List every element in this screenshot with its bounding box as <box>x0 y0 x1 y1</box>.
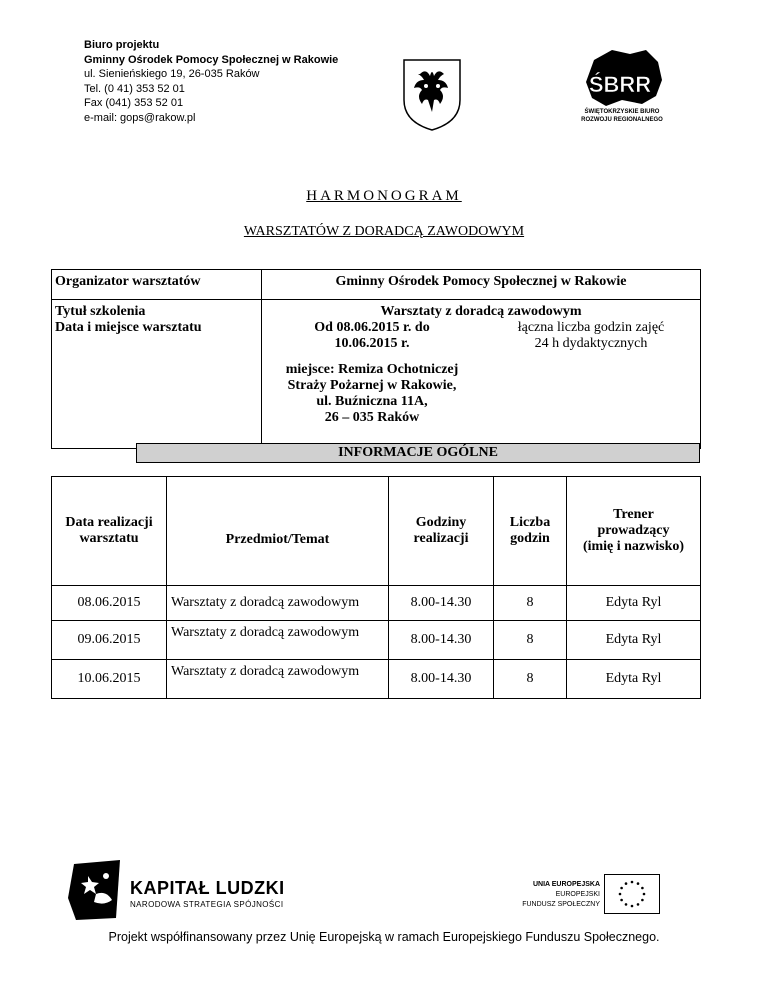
row-time: 8.00-14.30 <box>389 660 494 699</box>
hours-block <box>482 320 700 426</box>
row-time: 8.00-14.30 <box>389 621 494 660</box>
eu-line2: EUROPEJSKI <box>555 891 600 898</box>
office-title: Biuro projektu <box>84 39 160 51</box>
header-hours-count: Liczba godzin <box>494 477 567 586</box>
row-subject: Warsztaty z doradcą zawodowym <box>167 660 389 699</box>
place-line3: ul. Buźniczna 11A, <box>316 394 428 409</box>
row-hours: 8 <box>494 586 567 621</box>
document-title: HARMONOGRAM <box>306 188 462 204</box>
table-row <box>52 586 701 621</box>
table-row <box>52 660 701 699</box>
date-line2: 10.06.2015 r. <box>334 336 410 351</box>
organizer-value: Gminny Ośrodek Pomocy Społecznej w Rakowie <box>262 270 701 300</box>
kapital-ludzki-logo-icon <box>66 858 126 922</box>
document-subtitle: WARSZTATÓW Z DORADCĄ ZAWODOWYM <box>243 224 525 239</box>
office-phone: Tel. (0 41) 353 52 01 <box>84 82 185 95</box>
kapital-ludzki-title: KAPITAŁ LUDZKI <box>130 878 285 898</box>
eu-logo-text <box>470 880 600 910</box>
hours-line1: łączna liczba godzin zajęć <box>517 320 665 335</box>
row-date: 10.06.2015 <box>52 660 167 699</box>
office-name: Gminny Ośrodek Pomocy Społecznej w Rakowie <box>84 53 339 66</box>
hours-line2: 24 h dydaktycznych <box>534 336 648 351</box>
place-line4: 26 – 035 Raków <box>324 410 420 425</box>
eu-line3: FUNDUSZ SPOŁECZNY <box>522 901 600 908</box>
header-time: Godziny realizacji <box>389 477 494 586</box>
training-info-table <box>51 269 701 449</box>
footer-cofinancing-note: Projekt współfinansowany przez Unię Europejską w ramach Europejskiego Funduszu Społecznego. <box>108 930 660 944</box>
row-trainer: Edyta Ryl <box>567 660 701 699</box>
sbrr-caption-line2: ROZWOJU REGIONALNEGO <box>581 117 663 123</box>
header-subject: Przedmiot/Temat <box>167 477 389 586</box>
sbrr-logo-caption <box>572 108 672 124</box>
office-address: ul. Sienieńskiego 19, 26-035 Raków <box>84 68 260 80</box>
row-hours: 8 <box>494 621 567 660</box>
section-title-general-info: INFORMACJE OGÓLNE <box>136 443 700 463</box>
schedule-header-row <box>52 477 701 586</box>
training-details-cell <box>262 300 701 449</box>
header-date: Data realizacji warsztatu <box>52 477 167 586</box>
eu-line1: UNIA EUROPEJSKA <box>532 881 600 888</box>
kapital-ludzki-subtitle: NARODOWA STRATEGIA SPÓJNOŚCI <box>130 900 284 909</box>
row-date: 08.06.2015 <box>52 586 167 621</box>
row-date: 09.06.2015 <box>52 621 167 660</box>
office-fax: Fax (041) 353 52 01 <box>84 97 184 109</box>
table-row <box>52 621 701 660</box>
office-email: e-mail: gops@rakow.pl <box>84 111 196 124</box>
date-place-label: Data i miejsce warsztatu <box>55 320 202 335</box>
training-title-label: Tytuł szkolenia <box>55 304 146 319</box>
header-trainer: Trener prowadzący (imię i nazwisko) <box>567 477 701 586</box>
place-line1: miejsce: Remiza Ochotniczej <box>285 362 459 377</box>
row-trainer: Edyta Ryl <box>567 586 701 621</box>
place-line2: Straży Pożarnej w Rakowie, <box>287 378 457 393</box>
date-place-block <box>262 320 482 426</box>
sbrr-logo-name: ŚBRR <box>588 72 652 97</box>
training-labels-cell <box>52 300 262 449</box>
row-subject: Warsztaty z doradcą zawodowym <box>167 621 389 660</box>
date-line1: Od 08.06.2015 r. do <box>314 320 430 335</box>
training-title-value: Warsztaty z doradcą zawodowym <box>380 304 582 319</box>
sender-address-block <box>84 38 338 125</box>
row-time: 8.00-14.30 <box>389 586 494 621</box>
eu-flag-icon <box>604 874 660 914</box>
schedule-table <box>51 476 701 699</box>
municipal-crest-icon <box>400 56 464 132</box>
row-hours: 8 <box>494 660 567 699</box>
row-trainer: Edyta Ryl <box>567 621 701 660</box>
sbrr-caption-line1: ŚWIĘTOKRZYSKIE BIURO <box>584 109 660 115</box>
row-subject: Warsztaty z doradcą zawodowym <box>167 586 389 621</box>
organizer-label: Organizator warsztatów <box>52 270 262 300</box>
